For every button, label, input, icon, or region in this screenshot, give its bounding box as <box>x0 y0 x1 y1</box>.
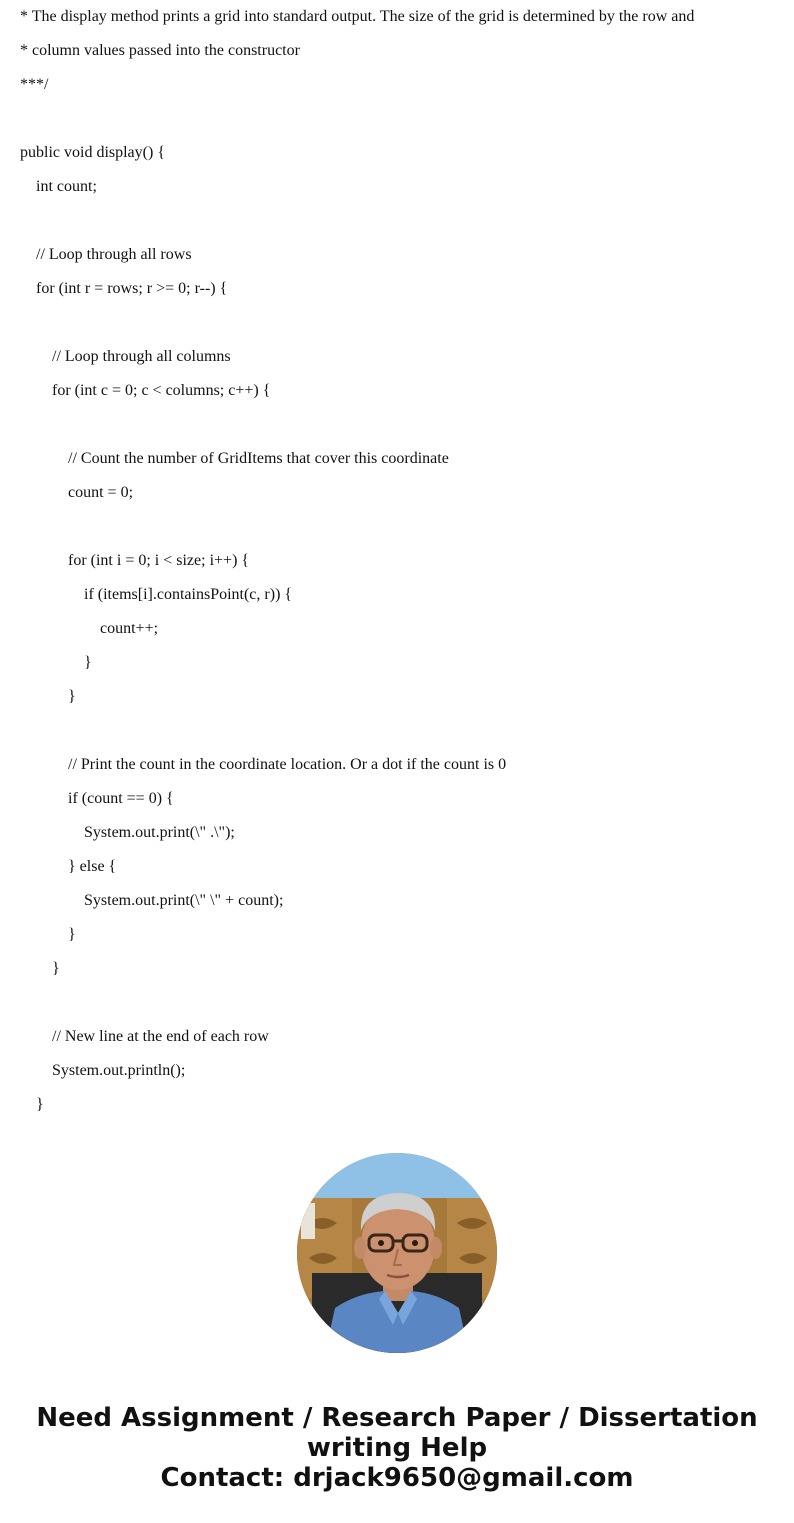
code-line: for (int c = 0; c < columns; c++) { <box>20 382 271 399</box>
code-line: } else { <box>20 858 117 875</box>
code-line: for (int r = rows; r >= 0; r--) { <box>20 280 228 297</box>
code-line: // Count the number of GridItems that cover this coordinate <box>20 450 449 467</box>
code-line: count++; <box>20 620 159 637</box>
code-line: public void display() { <box>20 144 165 161</box>
promo-subline: writing Help <box>306 1433 488 1463</box>
code-line: // New line at the end of each row <box>20 1028 269 1045</box>
code-line: } <box>20 654 92 671</box>
code-line: } <box>20 960 60 977</box>
code-line: System.out.print(\" \" + count); <box>20 892 284 909</box>
author-avatar <box>297 1153 497 1353</box>
code-line <box>20 714 780 748</box>
code-line: // Loop through all rows <box>20 246 192 263</box>
code-line: } <box>20 926 76 943</box>
code-line: // Loop through all columns <box>20 348 231 365</box>
code-line: ***/ <box>20 76 49 93</box>
code-line: for (int i = 0; i < size; i++) { <box>20 552 250 569</box>
code-line <box>20 408 780 442</box>
code-line <box>20 204 780 238</box>
code-line: System.out.print(\" .\"); <box>20 824 235 841</box>
code-line: } <box>20 1096 44 1113</box>
code-line: int count; <box>20 178 97 195</box>
code-line <box>20 510 780 544</box>
author-portrait-image <box>297 1153 497 1353</box>
code-line <box>20 986 780 1020</box>
contact-email: Contact: drjack9650@gmail.com <box>160 1463 634 1493</box>
code-line: } <box>20 688 76 705</box>
code-line: if (items[i].containsPoint(c, r)) { <box>20 586 293 603</box>
code-line <box>20 306 780 340</box>
code-line: count = 0; <box>20 484 134 501</box>
code-line: if (count == 0) { <box>20 790 174 807</box>
code-line: * column values passed into the constructor <box>20 42 300 59</box>
code-line: * The display method prints a grid into standard output. The size of the grid is determined by the row and <box>20 8 695 25</box>
code-line: System.out.println(); <box>20 1062 186 1079</box>
contact-banner <box>0 1403 794 1493</box>
promo-headline: Need Assignment / Research Paper / Dissertation <box>36 1403 758 1433</box>
code-listing <box>20 0 780 1122</box>
code-line: // Print the count in the coordinate location. Or a dot if the count is 0 <box>20 756 507 773</box>
code-line <box>20 102 780 136</box>
